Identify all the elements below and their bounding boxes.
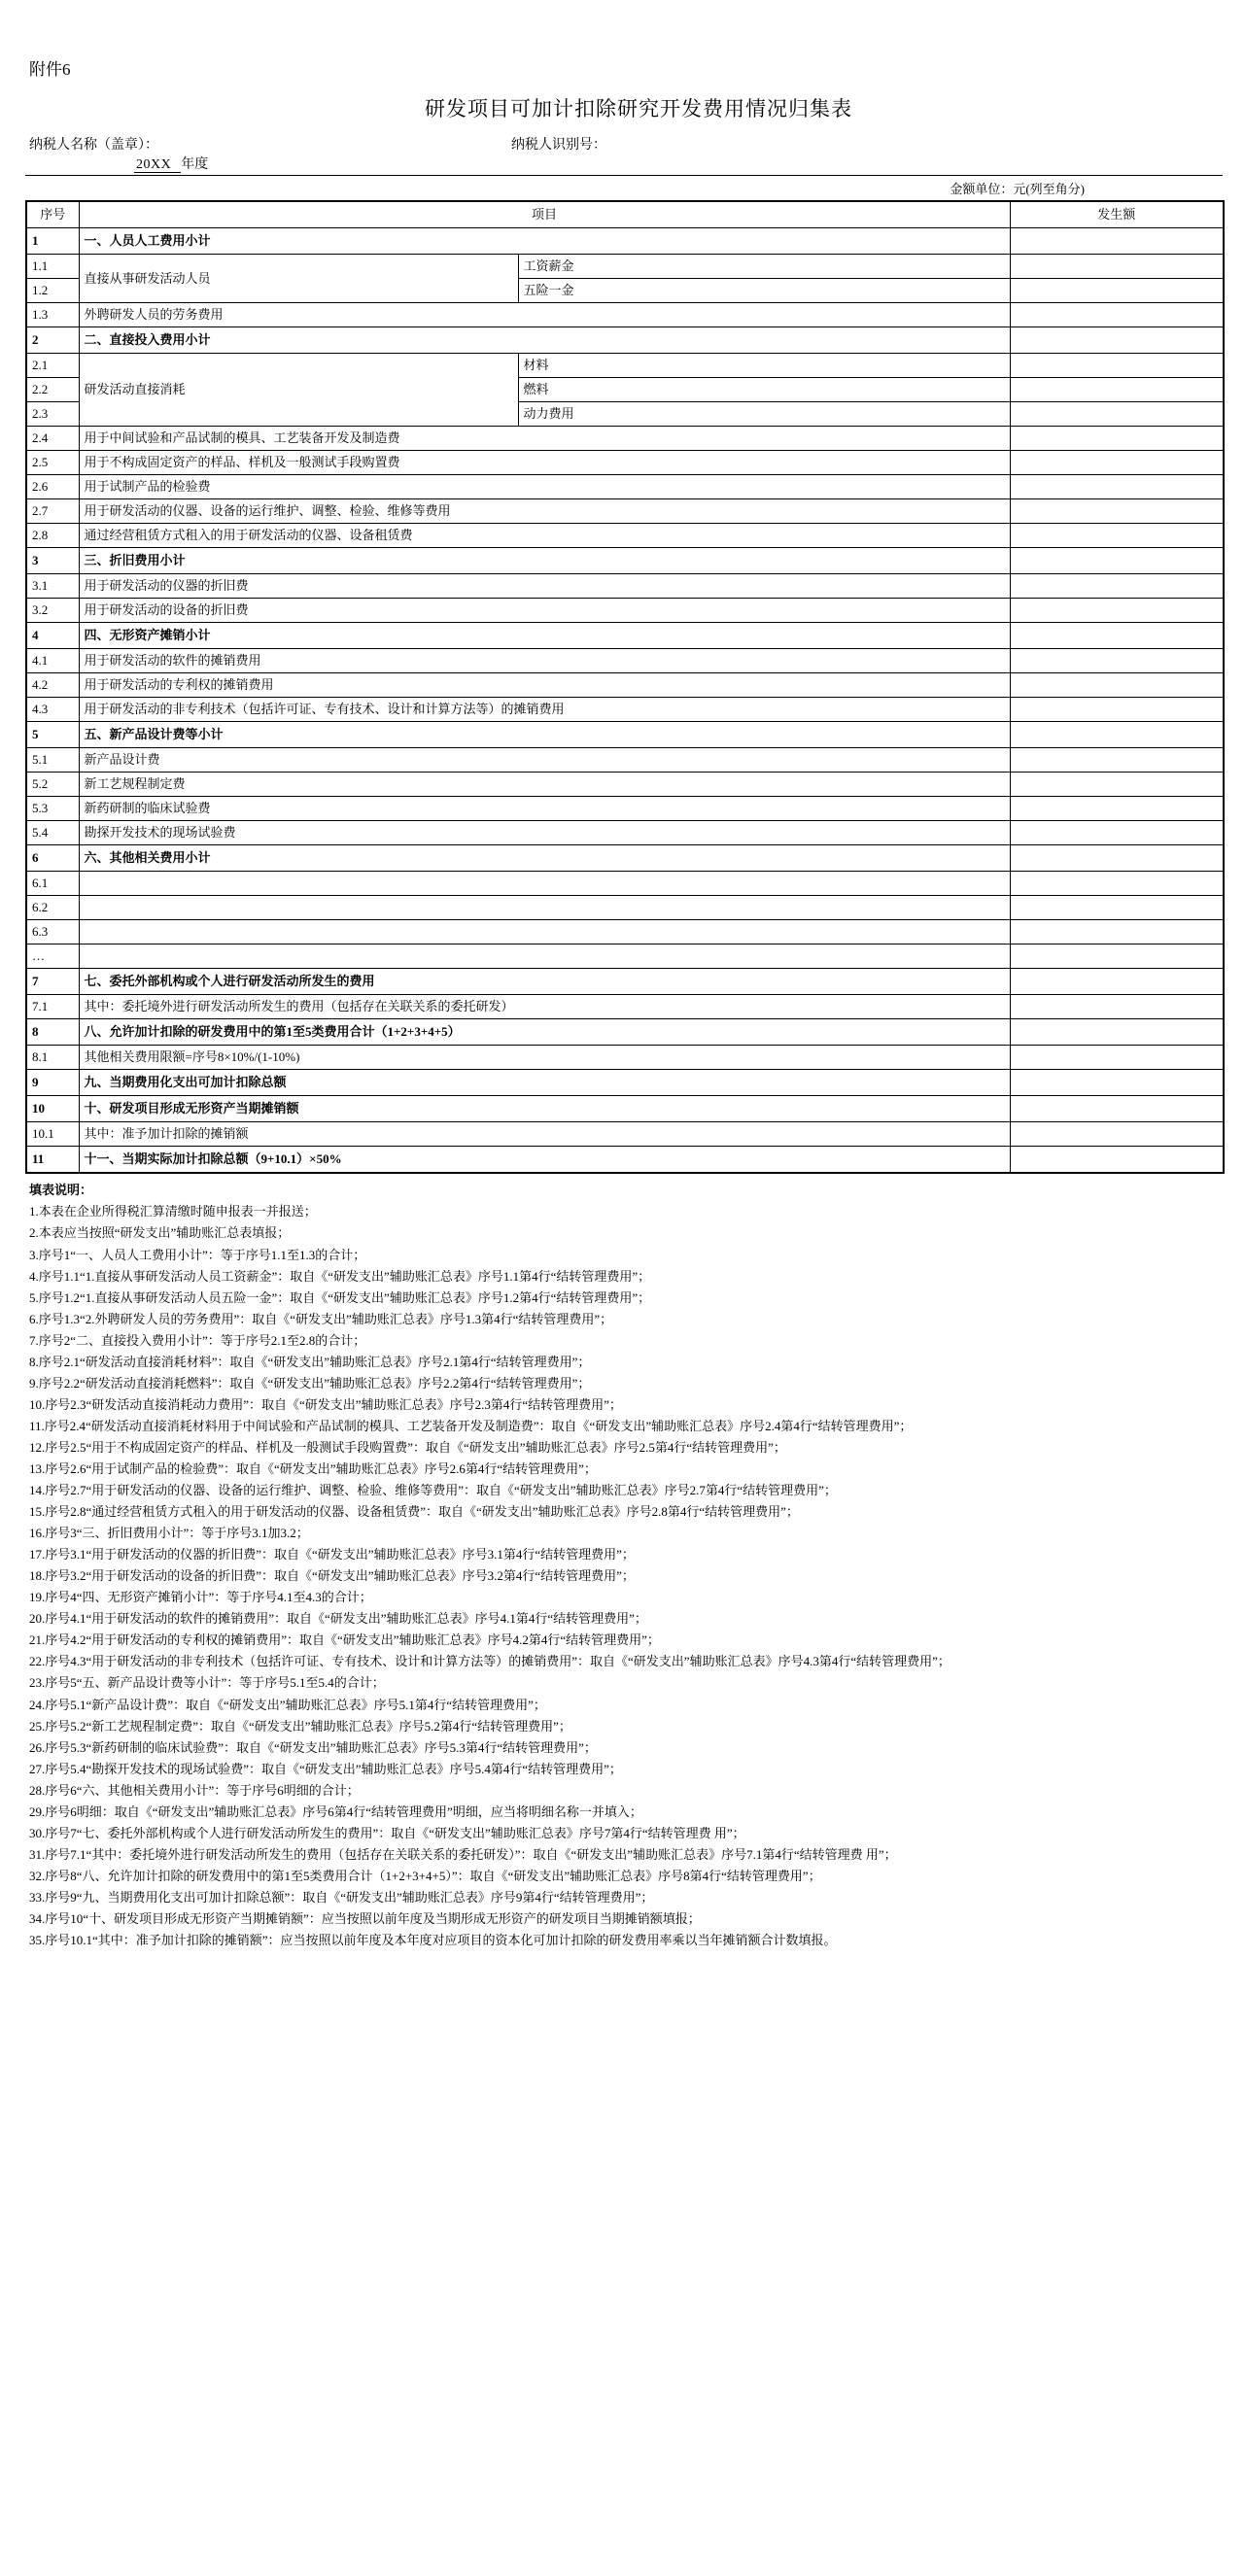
amount-cell[interactable] (1010, 228, 1224, 255)
row-item-label: 六、其他相关费用小计 (79, 845, 1010, 872)
instruction-item: 3.序号1“一、人员人工费用小计”：等于序号1.1至1.3的合计； (29, 1247, 366, 1262)
table-row (26, 574, 1224, 599)
instruction-item: 9.序号2.2“研发活动直接消耗燃料”：取自《“研发支出”辅助账汇总表》序号2.2第4行“结转管理费用”； (29, 1375, 591, 1391)
row-item-subitem: 工资薪金 (518, 255, 1010, 279)
table-row (26, 845, 1224, 872)
row-item-label: 通过经营租赁方式租入的用于研发活动的仪器、设备租赁费 (79, 524, 1010, 548)
row-item-group-label: 研发活动直接消耗 (79, 354, 518, 427)
row-number: 6.3 (26, 920, 79, 945)
row-number: 4.2 (26, 673, 79, 698)
table-row (26, 773, 1224, 797)
row-number: 6 (26, 845, 79, 872)
table-row (26, 969, 1224, 995)
instruction-item: 7.序号2“二、直接投入费用小计”：等于序号2.1至2.8的合计； (29, 1332, 366, 1348)
instruction-item: 25.序号5.2“新工艺规程制定费”：取自《“研发支出”辅助账汇总表》序号5.2第4行“结转管理费用”； (29, 1718, 571, 1734)
row-number: 3 (26, 548, 79, 574)
row-item-label: 用于研发活动的仪器、设备的运行维护、调整、检验、维修等费用 (79, 499, 1010, 524)
table-row (26, 722, 1224, 748)
instruction-item: 33.序号9“九、当期费用化支出可加计扣除总额”：取自《“研发支出”辅助账汇总表》序号9第4行“结转管理费用”； (29, 1889, 654, 1905)
tax-year-value: 20XX (134, 157, 181, 173)
table-row (26, 1147, 1224, 1174)
row-number: 5.3 (26, 797, 79, 821)
amount-cell[interactable] (1010, 303, 1224, 327)
row-item-label: 八、允许加计扣除的研发费用中的第1至5类费用合计（1+2+3+4+5） (79, 1019, 1010, 1046)
filling-instructions (25, 1180, 1223, 1950)
amount-cell[interactable] (1010, 1046, 1224, 1070)
row-item-label: 九、当期费用化支出可加计扣除总额 (79, 1070, 1010, 1096)
column-header-amount: 发生额 (1010, 201, 1224, 228)
instruction-item: 35.序号10.1“其中：准予加计扣除的摊销额”：应当按照以前年度及本年度对应项目的资本化可加计扣除的研发费用率乘以当年摊销额合计数填报。 (29, 1933, 837, 1948)
row-item-subitem: 动力费用 (518, 402, 1010, 427)
row-item-label: 二、直接投入费用小计 (79, 327, 1010, 354)
instruction-item: 28.序号6“六、其他相关费用小计”：等于序号6明细的合计； (29, 1782, 360, 1798)
row-item-label: 其中：委托境外进行研发活动所发生的费用（包括存在关联关系的委托研发） (79, 995, 1010, 1019)
row-number: 6.2 (26, 896, 79, 920)
amount-cell[interactable] (1010, 623, 1224, 649)
row-number: 9 (26, 1070, 79, 1096)
amount-cell[interactable] (1010, 821, 1224, 845)
amount-cell[interactable] (1010, 402, 1224, 427)
row-item-label: 其他相关费用限额=序号8×10%/(1-10%) (79, 1046, 1010, 1070)
table-row (26, 623, 1224, 649)
row-number: 3.1 (26, 574, 79, 599)
page-title: 研发项目可加计扣除研究开发费用情况归集表 (425, 97, 852, 121)
row-number: 2.5 (26, 451, 79, 475)
amount-cell[interactable] (1010, 872, 1224, 896)
row-item-label: 十、研发项目形成无形资产当期摊销额 (79, 1096, 1010, 1122)
instruction-item: 34.序号10“十、研发项目形成无形资产当期摊销额”：应当按照以前年度及当期形成无形资产的研发项目当期摊销额填报； (29, 1910, 701, 1926)
row-number: 10 (26, 1096, 79, 1122)
instruction-item: 26.序号5.3“新药研制的临床试验费”：取自《“研发支出”辅助账汇总表》序号5.3第4行“结转管理费用”； (29, 1739, 597, 1755)
instruction-item: 32.序号8“八、允许加计扣除的研发费用中的第1至5类费用合计（1+2+3+4+5）”：取自《“研发支出”辅助账汇总表》序号8第4行“结转管理费用”； (29, 1868, 821, 1883)
instruction-item: 4.序号1.1“1.直接从事研发活动人员工资薪金”：取自《“研发支出”辅助账汇总表》序号1.1第4行“结转管理费用”； (29, 1268, 651, 1284)
row-item-label: 用于不构成固定资产的样品、样机及一般测试手段购置费 (79, 451, 1010, 475)
table-row (26, 1096, 1224, 1122)
amount-cell[interactable] (1010, 475, 1224, 499)
row-number: 2.1 (26, 354, 79, 378)
table-row (26, 327, 1224, 354)
row-number: 1.2 (26, 279, 79, 303)
instruction-item: 24.序号5.1“新产品设计费”：取自《“研发支出”辅助账汇总表》序号5.1第4行“结转管理费用”； (29, 1697, 546, 1712)
amount-cell[interactable] (1010, 427, 1224, 451)
row-item-label: 用于试制产品的检验费 (79, 475, 1010, 499)
row-number: 4.3 (26, 698, 79, 722)
taxpayer-name-label: 纳税人名称（盖章）： (29, 138, 158, 154)
row-number: 7 (26, 969, 79, 995)
row-number: 4.1 (26, 649, 79, 673)
instruction-item: 22.序号4.3“用于研发活动的非专利技术（包括许可证、专有技术、设计和计算方法等）的摊销费用”：取自《“研发支出”辅助账汇总表》序号4.3第4行“结转管理费用”； (29, 1654, 950, 1669)
instruction-item: 2.本表应当按照“研发支出”辅助账汇总表填报； (29, 1225, 291, 1241)
instruction-item: 1.本表在企业所得税汇算清缴时随申报表一并报送； (29, 1204, 317, 1219)
row-item-label: 勘探开发技术的现场试验费 (79, 821, 1010, 845)
table-row (26, 920, 1224, 945)
taxpayer-id-label: 纳税人识别号： (511, 138, 606, 154)
amount-cell[interactable] (1010, 279, 1224, 303)
row-number: 1.3 (26, 303, 79, 327)
instruction-item: 14.序号2.7“用于研发活动的仪器、设备的运行维护、调整、检验、维修等费用”：取自《“研发支出”辅助账汇总表》序号2.7第4行“结转管理费用”； (29, 1483, 837, 1498)
instruction-item: 23.序号5“五、新产品设计费等小计”：等于序号5.1至5.4的合计； (29, 1675, 385, 1691)
row-item-label: 五、新产品设计费等小计 (79, 722, 1010, 748)
table-row (26, 821, 1224, 845)
row-item-group-label: 直接从事研发活动人员 (79, 255, 518, 303)
table-row (26, 354, 1224, 378)
table-row (26, 896, 1224, 920)
row-number: 6.1 (26, 872, 79, 896)
row-number: 7.1 (26, 995, 79, 1019)
row-number: 10.1 (26, 1122, 79, 1147)
row-item-label: 其中：准予加计扣除的摊销额 (79, 1122, 1010, 1147)
table-row (26, 524, 1224, 548)
row-item-subitem: 五险一金 (518, 279, 1010, 303)
table-row (26, 303, 1224, 327)
row-number: 2.6 (26, 475, 79, 499)
amount-cell[interactable] (1010, 995, 1224, 1019)
table-header-row (26, 201, 1224, 228)
table-row (26, 995, 1224, 1019)
row-item-label: 用于研发活动的仪器的折旧费 (79, 574, 1010, 599)
table-row (26, 698, 1224, 722)
table-row (26, 427, 1224, 451)
row-item-label: 十一、当期实际加计扣除总额（9+10.1）×50% (79, 1147, 1010, 1174)
instruction-item: 8.序号2.1“研发活动直接消耗材料”：取自《“研发支出”辅助账汇总表》序号2.1第4行“结转管理费用”； (29, 1354, 591, 1369)
row-item-label: 用于研发活动的设备的折旧费 (79, 599, 1010, 623)
instruction-item: 31.序号7.1“其中：委托境外进行研发活动所发生的费用（包括存在关联关系的委托研发）”：取自《“研发支出”辅助账汇总表》序号7.1第4行“结转管理费 用”； (29, 1846, 897, 1862)
instruction-item: 16.序号3“三、折旧费用小计”：等于序号3.1加3.2； (29, 1526, 309, 1541)
instruction-item: 30.序号7“七、委托外部机构或个人进行研发活动所发生的费用”：取自《“研发支出”辅助账汇总表》序号7第4行“结转管理费 用”； (29, 1825, 745, 1840)
row-number: 1 (26, 228, 79, 255)
row-item-subitem: 材料 (518, 354, 1010, 378)
row-number: 8 (26, 1019, 79, 1046)
row-item-label: 三、折旧费用小计 (79, 548, 1010, 574)
table-row (26, 649, 1224, 673)
row-item-label: 用于研发活动的非专利技术（包括许可证、专有技术、设计和计算方法等）的摊销费用 (79, 698, 1010, 722)
row-item-label: 新产品设计费 (79, 748, 1010, 773)
row-number: 2.8 (26, 524, 79, 548)
amount-cell[interactable] (1010, 524, 1224, 548)
instruction-item: 6.序号1.3“2.外聘研发人员的劳务费用”：取自《“研发支出”辅助账汇总表》序号1.3第4行“结转管理费用”； (29, 1311, 613, 1326)
amount-cell[interactable] (1010, 354, 1224, 378)
row-item-label (79, 872, 1010, 896)
instruction-item: 12.序号2.5“用于不构成固定资产的样品、样机及一般测试手段购置费”：取自《“研发支出”辅助账汇总表》序号2.5第4行“结转管理费用”； (29, 1439, 786, 1455)
row-number: 2.4 (26, 427, 79, 451)
instruction-item: 10.序号2.3“研发活动直接消耗动力费用”：取自《“研发支出”辅助账汇总表》序号2.3第4行“结转管理费用”； (29, 1396, 622, 1412)
table-row (26, 228, 1224, 255)
row-number: … (26, 945, 79, 969)
table-row (26, 255, 1224, 279)
amount-cell[interactable] (1010, 845, 1224, 872)
amount-cell[interactable] (1010, 945, 1224, 969)
attachment-number: 附件6 (29, 60, 71, 79)
table-row (26, 1122, 1224, 1147)
table-row (26, 599, 1224, 623)
table-row (26, 451, 1224, 475)
table-row (26, 872, 1224, 896)
row-item-label: 用于研发活动的软件的摊销费用 (79, 649, 1010, 673)
amount-cell[interactable] (1010, 673, 1224, 698)
row-item-label: 七、委托外部机构或个人进行研发活动所发生的费用 (79, 969, 1010, 995)
row-number: 2.2 (26, 378, 79, 402)
amount-cell[interactable] (1010, 748, 1224, 773)
amount-cell[interactable] (1010, 599, 1224, 623)
row-number: 5 (26, 722, 79, 748)
table-row (26, 945, 1224, 969)
row-number: 5.2 (26, 773, 79, 797)
row-item-label (79, 896, 1010, 920)
amount-cell[interactable] (1010, 574, 1224, 599)
table-row (26, 797, 1224, 821)
row-item-subitem: 燃料 (518, 378, 1010, 402)
table-row (26, 1046, 1224, 1070)
row-number: 1.1 (26, 255, 79, 279)
row-number: 2 (26, 327, 79, 354)
table-row (26, 748, 1224, 773)
amount-cell[interactable] (1010, 773, 1224, 797)
amount-cell[interactable] (1010, 896, 1224, 920)
amount-cell[interactable] (1010, 1096, 1224, 1122)
table-row (26, 499, 1224, 524)
amount-cell[interactable] (1010, 499, 1224, 524)
row-number: 11 (26, 1147, 79, 1174)
table-body (26, 228, 1224, 1174)
instruction-item: 27.序号5.4“勘探开发技术的现场试验费”：取自《“研发支出”辅助账汇总表》序号5.4第4行“结转管理费用”； (29, 1761, 622, 1776)
row-number: 2.3 (26, 402, 79, 427)
row-item-label: 用于研发活动的专利权的摊销费用 (79, 673, 1010, 698)
row-number: 8.1 (26, 1046, 79, 1070)
tax-year-field[interactable] (134, 154, 208, 173)
taxpayer-header (25, 134, 1223, 177)
table-row (26, 548, 1224, 574)
instructions-list (29, 1201, 1213, 1950)
instruction-item: 20.序号4.1“用于研发活动的软件的摊销费用”：取自《“研发支出”辅助账汇总表》序号4.1第4行“结转管理费用”； (29, 1611, 647, 1627)
header-divider (25, 175, 1223, 176)
instruction-item: 17.序号3.1“用于研发活动的仪器的折旧费”：取自《“研发支出”辅助账汇总表》序号3.1第4行“结转管理费用”； (29, 1547, 635, 1563)
amount-cell[interactable] (1010, 327, 1224, 354)
row-item-label: 四、无形资产摊销小计 (79, 623, 1010, 649)
table-row (26, 673, 1224, 698)
amount-cell[interactable] (1010, 722, 1224, 748)
table-row (26, 475, 1224, 499)
row-item-label (79, 920, 1010, 945)
row-number: 3.2 (26, 599, 79, 623)
row-number: 2.7 (26, 499, 79, 524)
amount-cell[interactable] (1010, 548, 1224, 574)
row-number: 4 (26, 623, 79, 649)
instructions-title: 填表说明： (29, 1183, 93, 1198)
amount-cell[interactable] (1010, 1019, 1224, 1046)
amount-cell[interactable] (1010, 451, 1224, 475)
table-row (26, 1070, 1224, 1096)
row-item-label: 外聘研发人员的劳务费用 (79, 303, 1010, 327)
row-number: 5.1 (26, 748, 79, 773)
row-number: 5.4 (26, 821, 79, 845)
amount-cell[interactable] (1010, 378, 1224, 402)
instruction-item: 13.序号2.6“用于试制产品的检验费”：取自《“研发支出”辅助账汇总表》序号2.6第4行“结转管理费用”； (29, 1461, 597, 1476)
rd-expense-table (25, 200, 1225, 1174)
amount-cell[interactable] (1010, 920, 1224, 945)
row-item-label: 新药研制的临床试验费 (79, 797, 1010, 821)
amount-cell[interactable] (1010, 649, 1224, 673)
amount-cell[interactable] (1010, 698, 1224, 722)
instruction-item: 15.序号2.8“通过经营租赁方式租入的用于研发活动的仪器、设备租赁费”：取自《“研发支出”辅助账汇总表》序号2.8第4行“结转管理费用”； (29, 1504, 799, 1520)
row-item-label: 用于中间试验和产品试制的模具、工艺装备开发及制造费 (79, 427, 1010, 451)
amount-unit-note: 金额单位：元(列至角分) (950, 182, 1085, 197)
instruction-item: 29.序号6明细：取自《“研发支出”辅助账汇总表》序号6第4行“结转管理费用”明细，应当将明细名称一并填入； (29, 1803, 642, 1819)
amount-cell[interactable] (1010, 1070, 1224, 1096)
instruction-item: 19.序号4“四、无形资产摊销小计”：等于序号4.1至4.3的合计； (29, 1590, 372, 1605)
tax-year-suffix: 年度 (181, 157, 209, 173)
row-item-label: 一、人员人工费用小计 (79, 228, 1010, 255)
instruction-item: 5.序号1.2“1.直接从事研发活动人员五险一金”：取自《“研发支出”辅助账汇总表》序号1.2第4行“结转管理费用”； (29, 1289, 651, 1305)
table-row (26, 1019, 1224, 1046)
amount-cell[interactable] (1010, 969, 1224, 995)
column-header-no: 序号 (26, 201, 79, 228)
instruction-item: 11.序号2.4“研发活动直接消耗材料用于中间试验和产品试制的模具、工艺装备开发及制造费”：取自《“研发支出”辅助账汇总表》序号2.4第4行“结转管理费用”； (29, 1418, 913, 1433)
amount-cell[interactable] (1010, 1147, 1224, 1174)
amount-cell[interactable] (1010, 255, 1224, 279)
amount-cell[interactable] (1010, 1122, 1224, 1147)
instruction-item: 18.序号3.2“用于研发活动的设备的折旧费”：取自《“研发支出”辅助账汇总表》序号3.2第4行“结转管理费用”； (29, 1568, 635, 1584)
amount-cell[interactable] (1010, 797, 1224, 821)
instruction-item: 21.序号4.2“用于研发活动的专利权的摊销费用”：取自《“研发支出”辅助账汇总表》序号4.2第4行“结转管理费用”； (29, 1632, 660, 1648)
row-item-label: 新工艺规程制定费 (79, 773, 1010, 797)
row-item-label (79, 945, 1010, 969)
column-header-item: 项目 (79, 201, 1010, 228)
